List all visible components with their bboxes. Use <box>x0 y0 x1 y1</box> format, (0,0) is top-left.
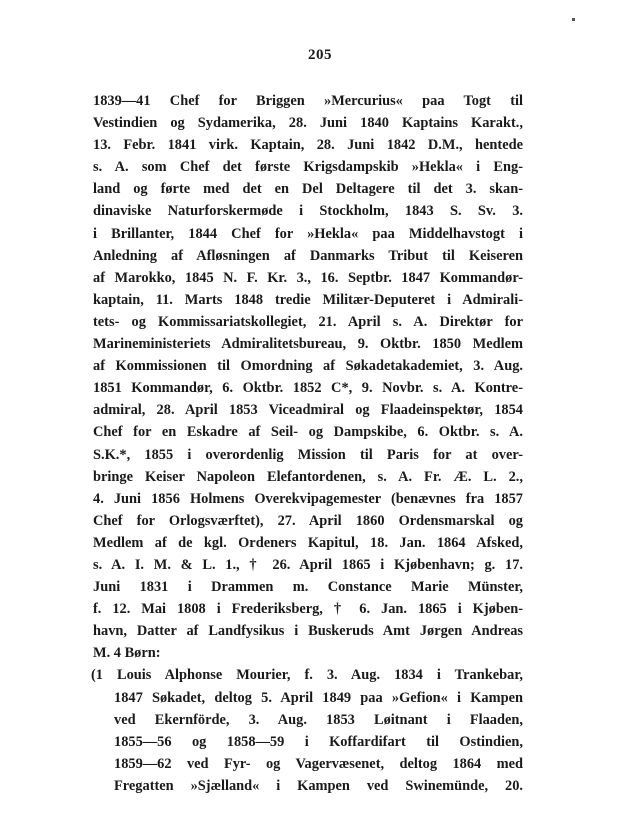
text-line: f. 12. Mai 1808 i Frederiksberg, † 6. Jan. 1865 i Kjøben- <box>93 601 523 618</box>
text-line: havn, Datter af Landfysikus i Buskeruds Amt Jørgen Andreas <box>93 623 523 640</box>
text-line: admiral, 28. April 1853 Viceadmiral og Flaadeinspektør, 1854 <box>93 402 523 419</box>
text-line: af Kommissionen til Omordning af Søkadetakademiet, 3. Aug. <box>93 358 523 375</box>
text-line: s. A. som Chef det første Krigsdampskib »Hekla« i Eng- <box>93 159 523 176</box>
text-line: Vestindien og Sydamerika, 28. Juni 1840 Kaptains Karakt., <box>93 115 523 132</box>
text-line: 1855—56 og 1858—59 i Koffardifart til Ostindien, <box>114 733 523 750</box>
text-line: 13. Febr. 1841 virk. Kaptain, 28. Juni 1842 D.M., hentede <box>93 137 523 154</box>
text-line: 1847 Søkadet, deltog 5. April 1849 paa »Gefion« i Kampen <box>114 689 523 706</box>
text-line: Anledning af Afløsningen af Danmarks Tribut til Keiseren <box>93 247 523 264</box>
text-line: s. A. I. M. & L. 1., † 26. April 1865 i Kjøbenhavn; g. 17. <box>93 556 523 573</box>
corner-speck-mark <box>572 18 575 21</box>
text-line: Marineministeriets Admiralitetsbureau, 9. Oktbr. 1850 Medlem <box>93 336 523 353</box>
text-line: Juni 1831 i Drammen m. Constance Marie Münster, <box>93 579 523 596</box>
text-line: af Marokko, 1845 N. F. Kr. 3., 16. Septbr. 1847 Kommandør- <box>93 269 523 286</box>
text-line: tets- og Kommissariatskollegiet, 21. April s. A. Direktør for <box>93 313 523 330</box>
page-number: 205 <box>308 47 332 63</box>
text-line: 1851 Kommandør, 6. Oktbr. 1852 C*, 9. Novbr. s. A. Kontre- <box>93 380 523 397</box>
text-line: 1859—62 ved Fyr- og Vagervæsenet, deltog 1864 med <box>114 755 523 772</box>
text-line: i Brillanter, 1844 Chef for »Hekla« paa Middelhavstogt i <box>93 225 523 242</box>
text-line: kaptain, 11. Marts 1848 tredie Militær-Deputeret i Admirali- <box>93 291 523 308</box>
text-line: ved Ekernförde, 3. Aug. 1853 Løitnant i Flaaden, <box>114 711 523 728</box>
text-line: dinaviske Naturforskermøde i Stockholm, 1843 S. Sv. 3. <box>93 203 523 220</box>
text-line: bringe Keiser Napoleon Elefantordenen, s. A. Fr. Æ. L. 2., <box>93 468 523 485</box>
text-line: Medlem af de kgl. Ordeners Kapitul, 18. Jan. 1864 Afsked, <box>93 534 523 551</box>
body-text <box>93 90 523 797</box>
text-line: 1839—41 Chef for Briggen »Mercurius« paa Togt til <box>93 93 523 109</box>
text-line: (1 Louis Alphonse Mourier, f. 3. Aug. 1834 i Trankebar, <box>91 667 523 684</box>
text-line: Fregatten »Sjælland« i Kampen ved Swinemünde, 20. <box>114 777 523 794</box>
text-line: Chef for Orlogsværftet), 27. April 1860 Ordensmarskal og <box>93 512 523 529</box>
text-line: land og førte med det en Del Deltagere til det 3. skan- <box>93 181 523 198</box>
text-line: Chef for en Eskadre af Seil- og Dampskibe, 6. Oktbr. s. A. <box>93 424 523 441</box>
text-line: 4. Juni 1856 Holmens Overekvipagemester (benævnes fra 1857 <box>93 490 523 507</box>
text-line: M. 4 Børn: <box>93 645 161 662</box>
text-line: S.K.*, 1855 i overordenlig Mission til Paris for at over- <box>93 446 523 463</box>
